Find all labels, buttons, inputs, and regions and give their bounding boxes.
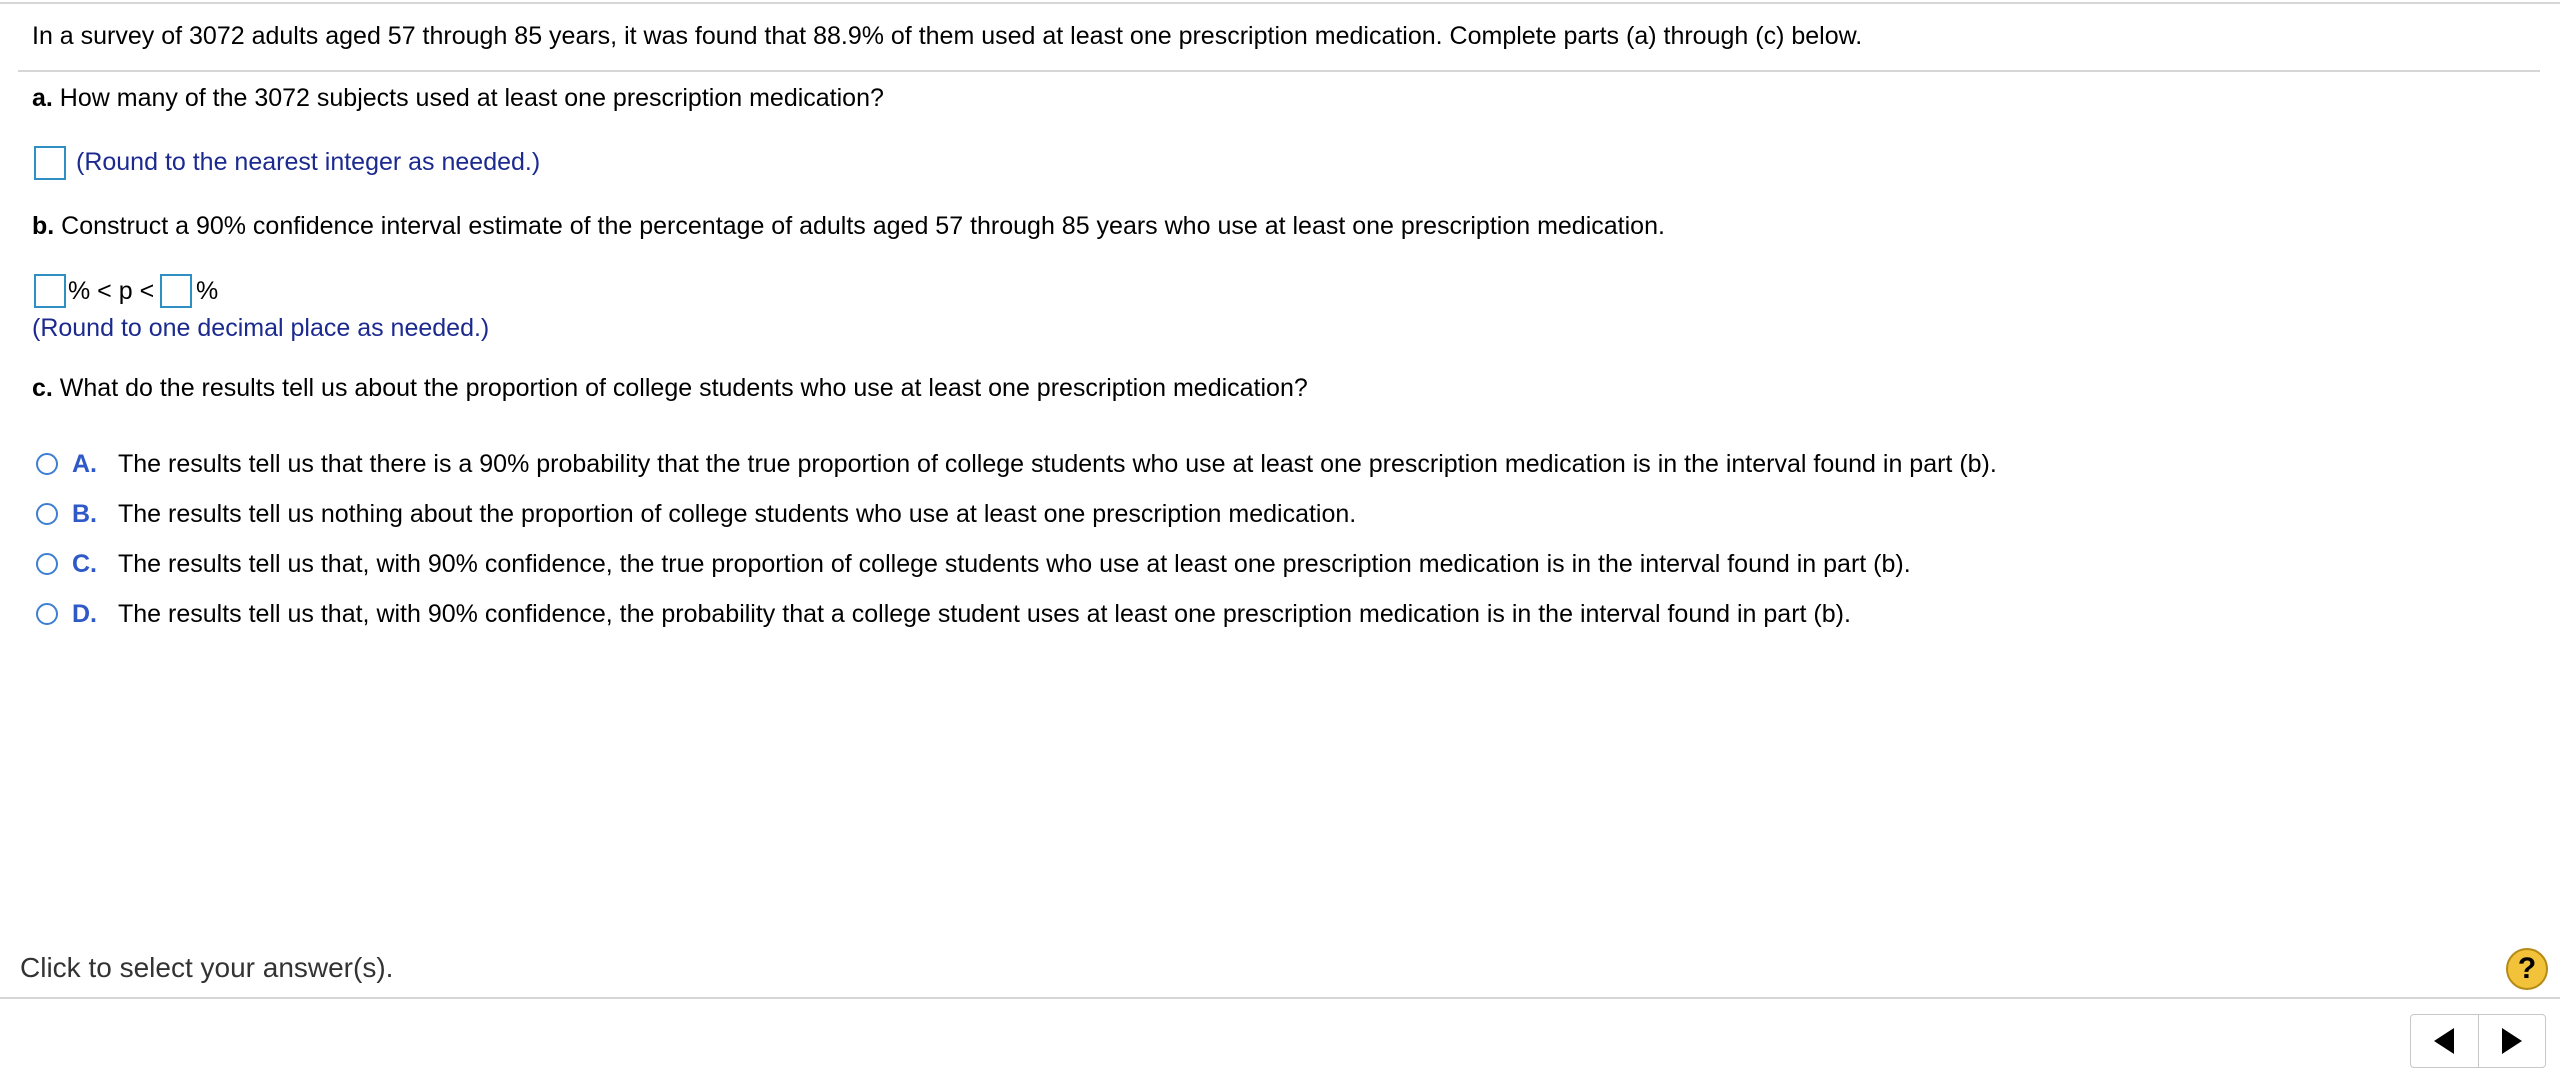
option-c-text: The results tell us that, with 90% confidence, the true proportion of college students who use at least one prescription medication is in the interval found in part (b).	[118, 549, 1911, 578]
part-a-text: How many of the 3072 subjects used at least one prescription medication?	[52, 84, 884, 112]
part-b-upper-bound-input[interactable]	[160, 274, 192, 308]
next-button[interactable]	[2478, 1015, 2546, 1067]
option-a-radio[interactable]	[36, 453, 58, 475]
part-c-question	[32, 374, 1308, 403]
part-c-letter: c.	[32, 374, 53, 402]
footer-divider	[0, 997, 2560, 999]
part-b-hint: (Round to one decimal place as needed.)	[32, 314, 490, 342]
option-b[interactable]	[36, 496, 1356, 532]
option-c-radio[interactable]	[36, 553, 58, 575]
triangle-right-icon	[2502, 1028, 2522, 1054]
option-a-letter: A.	[72, 449, 97, 478]
option-b-letter: B.	[72, 499, 97, 528]
navigation-buttons	[2410, 1014, 2546, 1068]
option-c-letter: C.	[72, 549, 97, 578]
part-c-text: What do the results tell us about the proportion of college students who use at least one prescription medication?	[52, 374, 1308, 402]
part-b-letter: b.	[32, 212, 55, 240]
part-b-lower-bound-input[interactable]	[34, 274, 66, 308]
option-d-radio[interactable]	[36, 603, 58, 625]
part-a-question	[32, 84, 884, 113]
footer-instruction: Click to select your answer(s).	[20, 952, 394, 983]
help-button-label: ?	[2517, 952, 2537, 985]
option-a[interactable]	[36, 446, 1997, 482]
option-d-text: The results tell us that, with 90% confidence, the probability that a college student uses at least one prescription medication is in the interval found in part (b).	[118, 599, 1851, 628]
option-b-radio[interactable]	[36, 503, 58, 525]
option-b-text: The results tell us nothing about the proportion of college students who use at least one prescription medication.	[118, 499, 1357, 528]
previous-button[interactable]	[2411, 1015, 2478, 1067]
top-divider	[0, 2, 2560, 4]
triangle-left-icon	[2434, 1028, 2454, 1054]
header-divider	[18, 70, 2540, 72]
part-a-letter: a.	[32, 84, 53, 112]
part-a-answer-input[interactable]	[34, 146, 66, 180]
option-c[interactable]	[36, 546, 1911, 582]
part-b-text: Construct a 90% confidence interval estimate of the percentage of adults aged 57 through 85 years who use at least one prescription medication.	[54, 212, 1665, 240]
question-mark-icon[interactable]	[2506, 948, 2548, 990]
option-a-text: The results tell us that there is a 90% probability that the true proportion of college students who use at least one prescription medication is in the interval found in part (b).	[118, 449, 1997, 478]
part-b-question	[32, 212, 1665, 241]
part-b-middle-text: % < p <	[68, 277, 155, 305]
question-intro: In a survey of 3072 adults aged 57 through 85 years, it was found that 88.9% of them used at least one prescription medication. Complete parts (a) through (c) below.	[32, 22, 1863, 50]
part-a-hint: (Round to the nearest integer as needed.)	[76, 148, 541, 176]
part-b-percent-sign: %	[196, 277, 219, 305]
option-d[interactable]	[36, 596, 1851, 632]
option-d-letter: D.	[72, 599, 97, 628]
